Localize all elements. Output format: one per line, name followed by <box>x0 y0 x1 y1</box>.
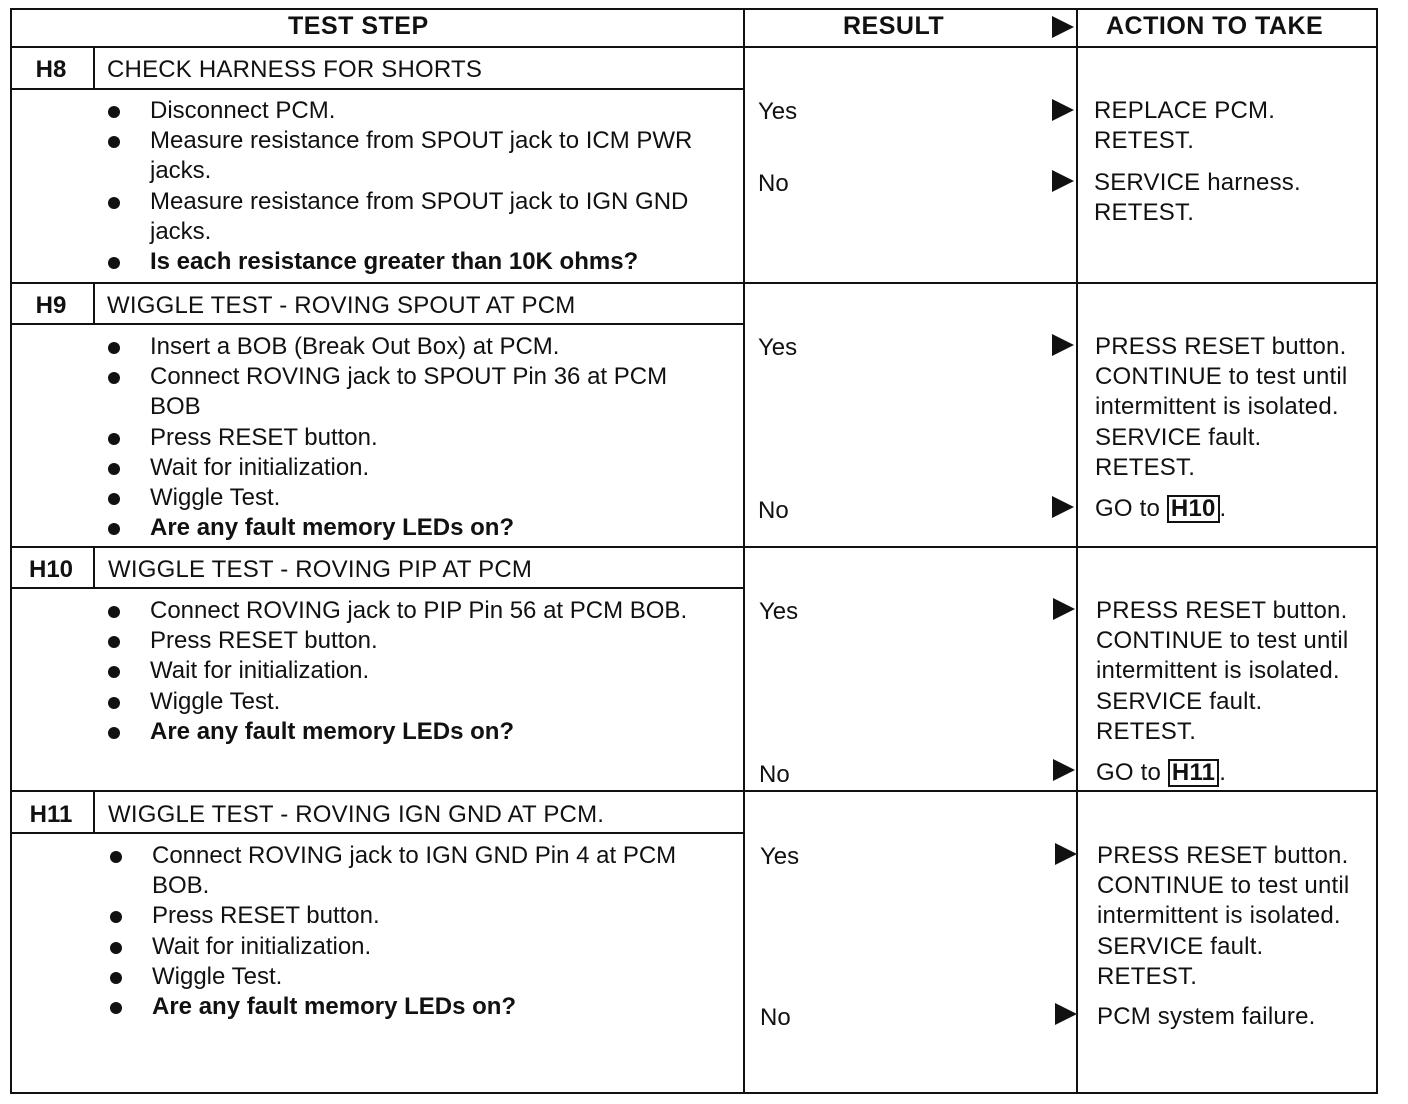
instruction-item: Wait for initialization. <box>108 656 708 686</box>
arrow-icon <box>1052 334 1074 356</box>
action-line: REPLACE PCM. <box>1094 97 1276 124</box>
step-title: CHECK HARNESS FOR SHORTS <box>107 56 483 83</box>
arrow-icon <box>1052 170 1074 192</box>
result-yes: Yes <box>758 98 798 125</box>
step-id: H11 <box>29 801 73 828</box>
action-line: SERVICE fault. <box>1096 687 1263 715</box>
action-line: intermittent is isolated. <box>1096 657 1340 685</box>
action-no <box>1097 1002 1316 1032</box>
instruction-item: Wait for initialization. <box>108 453 708 483</box>
arrow-icon <box>1052 496 1074 518</box>
action-line: SERVICE harness. <box>1094 169 1301 196</box>
action-line: intermittent is isolated. <box>1095 393 1339 421</box>
arrow-icon <box>1053 598 1075 620</box>
step-instructions <box>108 332 708 543</box>
action-line: PRESS RESET button. <box>1095 333 1347 360</box>
instruction-item: Press RESET button. <box>108 626 708 656</box>
title-underline <box>10 832 745 834</box>
action-text: GO to <box>1095 495 1161 522</box>
action-line: CONTINUE to test until <box>1096 627 1349 655</box>
instruction-item: Connect ROVING jack to SPOUT Pin 36 at PCM BOB <box>108 362 708 422</box>
table-border-right <box>1376 8 1378 1094</box>
action-yes <box>1095 332 1347 483</box>
title-underline <box>10 587 745 589</box>
instruction-item: Measure resistance from SPOUT jack to IGN GND jacks. <box>108 187 708 247</box>
header-test-step: TEST STEP <box>288 12 429 40</box>
step-reference-h11[interactable]: H11 <box>1168 759 1219 787</box>
action-line: RETEST. <box>1095 453 1196 481</box>
instruction-item: Wait for initialization. <box>110 932 710 962</box>
action-suffix: . <box>1219 759 1227 786</box>
step-id-divider <box>93 790 95 833</box>
instruction-item: Is each resistance greater than 10K ohms? <box>108 247 708 277</box>
result-column-divider <box>743 8 745 1094</box>
action-text: GO to <box>1096 759 1162 786</box>
step-id: H8 <box>35 56 67 83</box>
header-result: RESULT <box>843 12 945 40</box>
action-line: CONTINUE to test until <box>1097 872 1350 900</box>
instruction-item: Measure resistance from SPOUT jack to ICM PWR jacks. <box>108 126 708 186</box>
instruction-item: Press RESET button. <box>110 901 710 931</box>
step-title: WIGGLE TEST - ROVING PIP AT PCM <box>108 556 533 583</box>
instruction-item: Are any fault memory LEDs on? <box>108 513 708 543</box>
instruction-item: Are any fault memory LEDs on? <box>110 992 710 1022</box>
table-border-bottom <box>10 1092 1378 1094</box>
action-yes <box>1094 96 1275 156</box>
title-underline <box>10 88 745 90</box>
result-yes: Yes <box>760 843 800 870</box>
arrow-icon <box>1055 843 1077 865</box>
header-arrow-icon <box>1052 16 1074 38</box>
action-line: SERVICE fault. <box>1095 423 1262 451</box>
step-id: H9 <box>35 292 67 319</box>
step-title: WIGGLE TEST - ROVING IGN GND AT PCM. <box>108 801 605 828</box>
step-id-divider <box>93 546 95 588</box>
action-line: PRESS RESET button. <box>1097 842 1349 869</box>
step-instructions <box>110 841 710 1022</box>
header-action: ACTION TO TAKE <box>1106 12 1324 40</box>
result-no: No <box>759 761 790 788</box>
step-id-divider <box>93 46 95 89</box>
action-line: RETEST. <box>1094 127 1195 155</box>
step-title: WIGGLE TEST - ROVING SPOUT AT PCM <box>107 292 576 319</box>
instruction-item: Disconnect PCM. <box>108 96 708 126</box>
action-line: RETEST. <box>1096 717 1197 745</box>
header-bottom-line <box>10 46 1378 48</box>
action-no <box>1095 494 1226 524</box>
step-instructions <box>108 96 708 277</box>
result-no: No <box>760 1004 791 1031</box>
arrow-icon <box>1053 759 1075 781</box>
instruction-item: Wiggle Test. <box>108 483 708 513</box>
result-yes: Yes <box>758 334 798 361</box>
instruction-item: Wiggle Test. <box>110 962 710 992</box>
result-no: No <box>758 497 789 524</box>
instruction-item: Insert a BOB (Break Out Box) at PCM. <box>108 332 708 362</box>
action-no <box>1096 758 1226 788</box>
action-no <box>1094 168 1301 228</box>
row-separator <box>10 282 1378 284</box>
arrow-icon <box>1055 1003 1077 1025</box>
instruction-item: Wiggle Test. <box>108 687 708 717</box>
action-yes <box>1096 596 1348 747</box>
action-yes <box>1097 841 1349 992</box>
instruction-item: Connect ROVING jack to IGN GND Pin 4 at PCM BOB. <box>110 841 710 901</box>
arrow-icon <box>1052 99 1074 121</box>
step-id: H10 <box>28 556 74 583</box>
action-line: intermittent is isolated. <box>1097 902 1341 930</box>
row-separator <box>10 790 1378 792</box>
row-separator <box>10 546 1378 548</box>
action-line: RETEST. <box>1097 962 1198 990</box>
action-suffix: . <box>1219 495 1227 522</box>
action-line: SERVICE fault. <box>1097 932 1264 960</box>
result-no: No <box>758 170 789 197</box>
action-line: PRESS RESET button. <box>1096 597 1348 624</box>
instruction-item: Connect ROVING jack to PIP Pin 56 at PCM BOB. <box>108 596 708 626</box>
table-border-left <box>10 8 12 1094</box>
title-underline <box>10 323 745 325</box>
instruction-item: Press RESET button. <box>108 423 708 453</box>
action-line: CONTINUE to test until <box>1095 363 1348 391</box>
instruction-item: Are any fault memory LEDs on? <box>108 717 708 747</box>
action-line: PCM system failure. <box>1097 1003 1316 1030</box>
result-yes: Yes <box>759 598 799 625</box>
step-instructions <box>108 596 708 747</box>
action-line: RETEST. <box>1094 199 1195 227</box>
table-border-top <box>10 8 1378 10</box>
step-reference-h10[interactable]: H10 <box>1167 495 1220 523</box>
action-column-divider <box>1076 8 1078 1094</box>
step-id-divider <box>93 282 95 324</box>
